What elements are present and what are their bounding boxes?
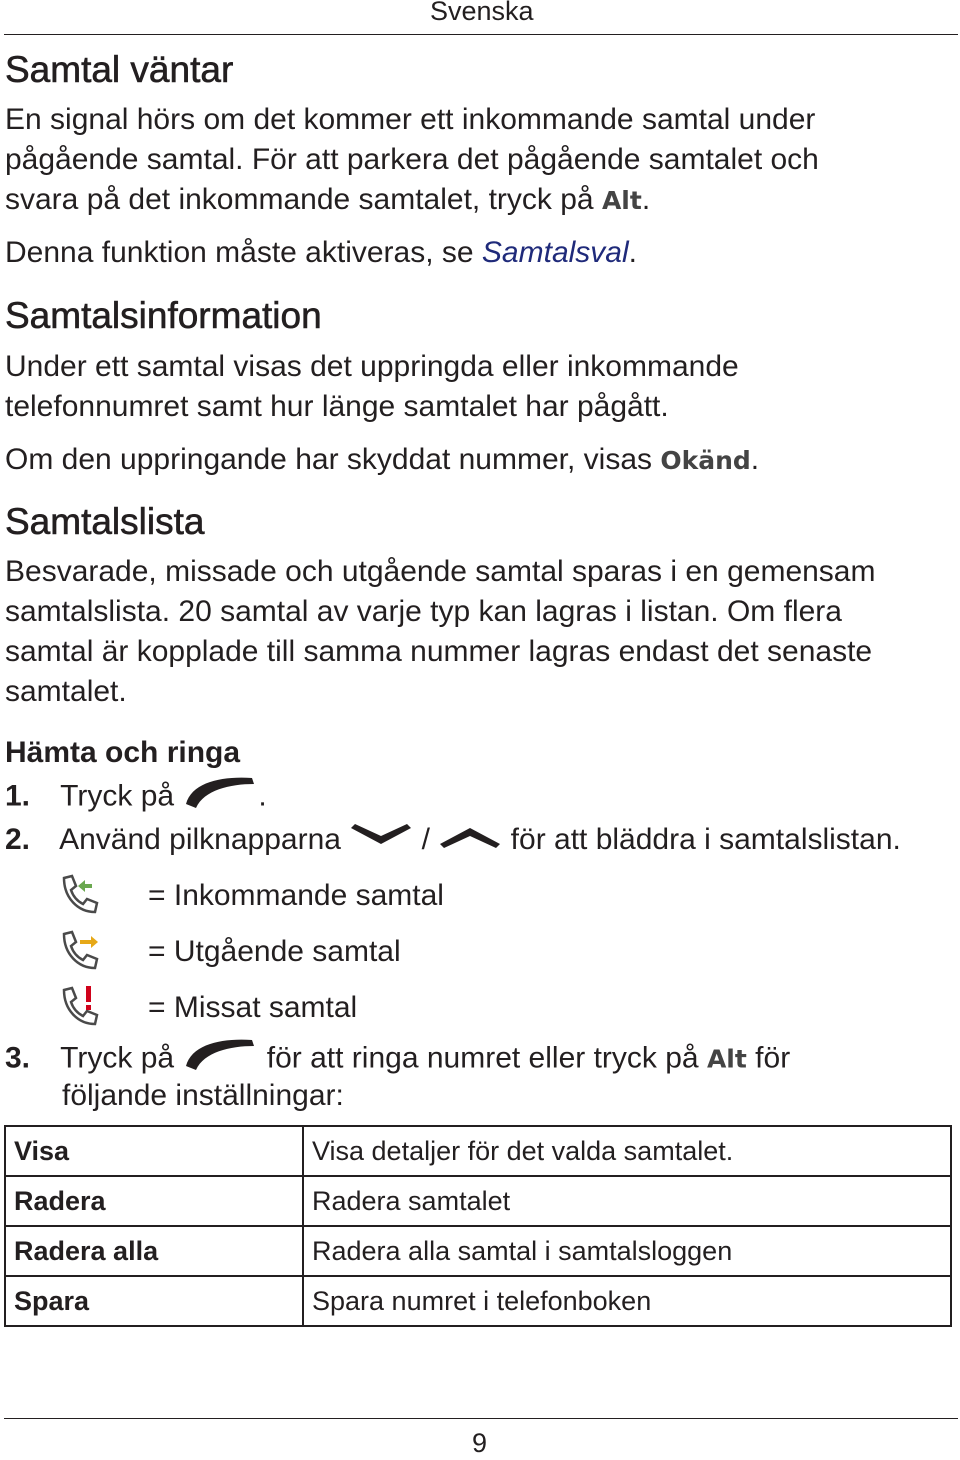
call-waiting-line-3 <box>5 180 650 221</box>
incoming-call-icon <box>58 872 104 923</box>
option-name: Radera alla <box>5 1226 303 1276</box>
samtalsval-link[interactable]: Samtalsval <box>481 236 629 269</box>
option-description: Visa detaljer för det valda samtalet. <box>303 1126 951 1176</box>
call-list-line-1: Besvarade, missade och utgående samtal sparas i en gemensam <box>5 555 876 588</box>
step-1-text: Tryck på <box>60 779 175 813</box>
hidden-number-text: Om den uppringande har skyddat nummer, visas <box>5 443 661 476</box>
option-name: Spara <box>5 1276 303 1326</box>
arrow-down-key-icon <box>349 821 413 861</box>
call-key-icon <box>182 774 258 821</box>
page-number: 9 <box>472 1428 488 1458</box>
call-list-line-2: samtalslista. 20 samtal av varje typ kan lagras i listan. Om flera <box>5 595 842 628</box>
step-3-end: för <box>755 1041 791 1075</box>
option-name: Visa <box>5 1126 303 1176</box>
step-1 <box>5 774 267 821</box>
table-row <box>5 1226 951 1276</box>
step-2-number: 2. <box>5 823 31 856</box>
table-row <box>5 1126 951 1176</box>
activation-note-text: Denna funktion måste aktiveras, se <box>5 236 482 269</box>
legend-outgoing-text: = Utgående samtal <box>148 935 401 968</box>
table-row <box>5 1176 951 1226</box>
legend-incoming-text: = Inkommande samtal <box>148 879 444 912</box>
alt-key-label: Alt <box>706 1044 747 1074</box>
step-3-mid-text: för att ringa numret eller tryck på <box>266 1041 699 1075</box>
call-waiting-activation-note <box>5 233 637 273</box>
footer-rule <box>4 1418 958 1419</box>
table-row <box>5 1276 951 1326</box>
call-waiting-line-2: pågående samtal. För att parkera det pågående samtalet och <box>5 143 819 176</box>
call-info-line-1: Under ett samtal visas det uppringda eller inkommande <box>5 350 739 383</box>
hidden-number-end: . <box>750 443 760 476</box>
option-description: Spara numret i telefonboken <box>303 1276 951 1326</box>
arrow-up-key-icon <box>438 821 502 861</box>
call-info-line-2: telefonnumret samt hur länge samtalet har pågått. <box>5 390 669 423</box>
section-title-call-waiting: Samtal väntar <box>5 49 234 90</box>
alt-key-label: Alt <box>601 186 642 215</box>
options-table <box>4 1125 952 1327</box>
call-info-hidden-number-note <box>5 440 759 481</box>
step-2 <box>5 820 901 861</box>
okand-label: Okänd <box>660 446 751 475</box>
subsection-title-fetch-call: Hämta och ringa <box>5 736 241 769</box>
activation-note-end: . <box>628 236 637 269</box>
step-2-end: för att bläddra i samtalslistan. <box>510 823 901 856</box>
step-3-line-2: följande inställningar: <box>62 1079 344 1112</box>
missed-call-icon <box>58 984 104 1035</box>
call-waiting-line-1: En signal hörs om det kommer ett inkommande samtal under <box>5 103 816 136</box>
outgoing-call-icon <box>58 928 104 979</box>
step-2-separator: / <box>421 823 430 856</box>
call-list-line-4: samtalet. <box>5 675 127 708</box>
option-description: Radera samtalet <box>303 1176 951 1226</box>
header-language: Svenska <box>430 0 534 26</box>
call-waiting-line-3-text: svara på det inkommande samtalet, tryck på <box>5 183 602 216</box>
legend-missed-text: = Missat samtal <box>148 991 358 1024</box>
option-description: Radera alla samtal i samtalsloggen <box>303 1226 951 1276</box>
call-list-line-3: samtal är kopplade till samma nummer lagras endast det senaste <box>5 635 873 668</box>
step-1-end: . <box>258 779 267 813</box>
option-name: Radera <box>5 1176 303 1226</box>
step-2-text: Använd pilknapparna <box>59 823 341 856</box>
step-3-number: 3. <box>5 1041 31 1075</box>
step-3-text: Tryck på <box>60 1041 175 1075</box>
section-title-call-info: Samtalsinformation <box>5 295 322 336</box>
call-waiting-line-3-end: . <box>641 183 651 216</box>
header-rule <box>4 34 958 35</box>
step-1-number: 1. <box>5 779 31 813</box>
section-title-call-list: Samtalslista <box>5 501 205 542</box>
